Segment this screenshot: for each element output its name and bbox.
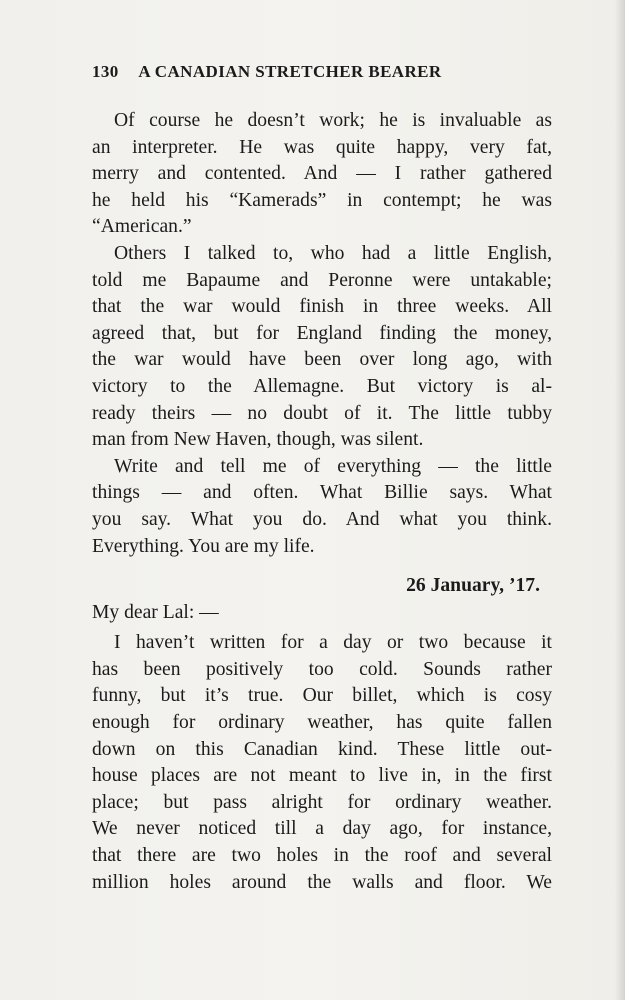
text-line: enough for ordinary weather, has quite fallen	[92, 712, 552, 734]
running-title: A CANADIAN STRETCHER BEARER	[138, 62, 442, 81]
text-line: million holes around the walls and floor. We	[92, 871, 552, 893]
text-line: down on this Canadian kind. These little out-	[92, 738, 552, 760]
text-line: you say. What you do. And what you think.	[92, 508, 552, 530]
spacer	[92, 560, 552, 573]
text-line: has been positively too cold. Sounds rather	[92, 658, 552, 680]
running-header	[92, 62, 552, 82]
text-line: that the war would finish in three weeks. All	[92, 296, 552, 318]
text-line: Others I talked to, who had a little English,	[114, 242, 552, 264]
text-line: merry and contented. And — I rather gathered	[92, 163, 552, 185]
text-line: man from New Haven, though, was silent.	[92, 429, 424, 451]
letter-date: 26 January, ’17.	[406, 575, 540, 597]
text-line: he held his “Kamerads” in contempt; he was	[92, 189, 552, 211]
text-line: that there are two holes in the roof and several	[92, 845, 552, 867]
text-line: “American.”	[92, 216, 192, 238]
text-line: house places are not meant to live in, in the first	[92, 765, 552, 787]
text-line: an interpreter. He was quite happy, very fat,	[92, 136, 552, 158]
text-line: victory to the Allemagne. But victory is al-	[92, 375, 552, 397]
text-line: the war would have been over long ago, with	[92, 349, 552, 371]
text-line: agreed that, but for England finding the money,	[92, 322, 552, 344]
text-line: place; but pass alright for ordinary weather.	[92, 791, 552, 813]
text-line: Of course he doesn’t work; he is invaluable as	[114, 110, 552, 131]
text-line: ready theirs — no doubt of it. The little tubby	[92, 402, 552, 424]
text-line: told me Bapaume and Peronne were untakable;	[92, 269, 552, 291]
text-line: We never noticed till a day ago, for instance,	[92, 818, 552, 840]
page-edge-shadow	[615, 0, 625, 1000]
body-text	[92, 108, 552, 896]
page-number: 130	[92, 62, 119, 81]
text-line: things — and often. What Billie says. What	[92, 482, 552, 504]
letter-salutation: My dear Lal: —	[92, 601, 219, 623]
text-line: Write and tell me of everything — the little	[114, 455, 552, 477]
text-line: funny, but it’s true. Our billet, which is cosy	[92, 685, 552, 707]
text-line: I haven’t written for a day or two because it	[114, 632, 552, 654]
text-line: Everything. You are my life.	[92, 535, 315, 557]
